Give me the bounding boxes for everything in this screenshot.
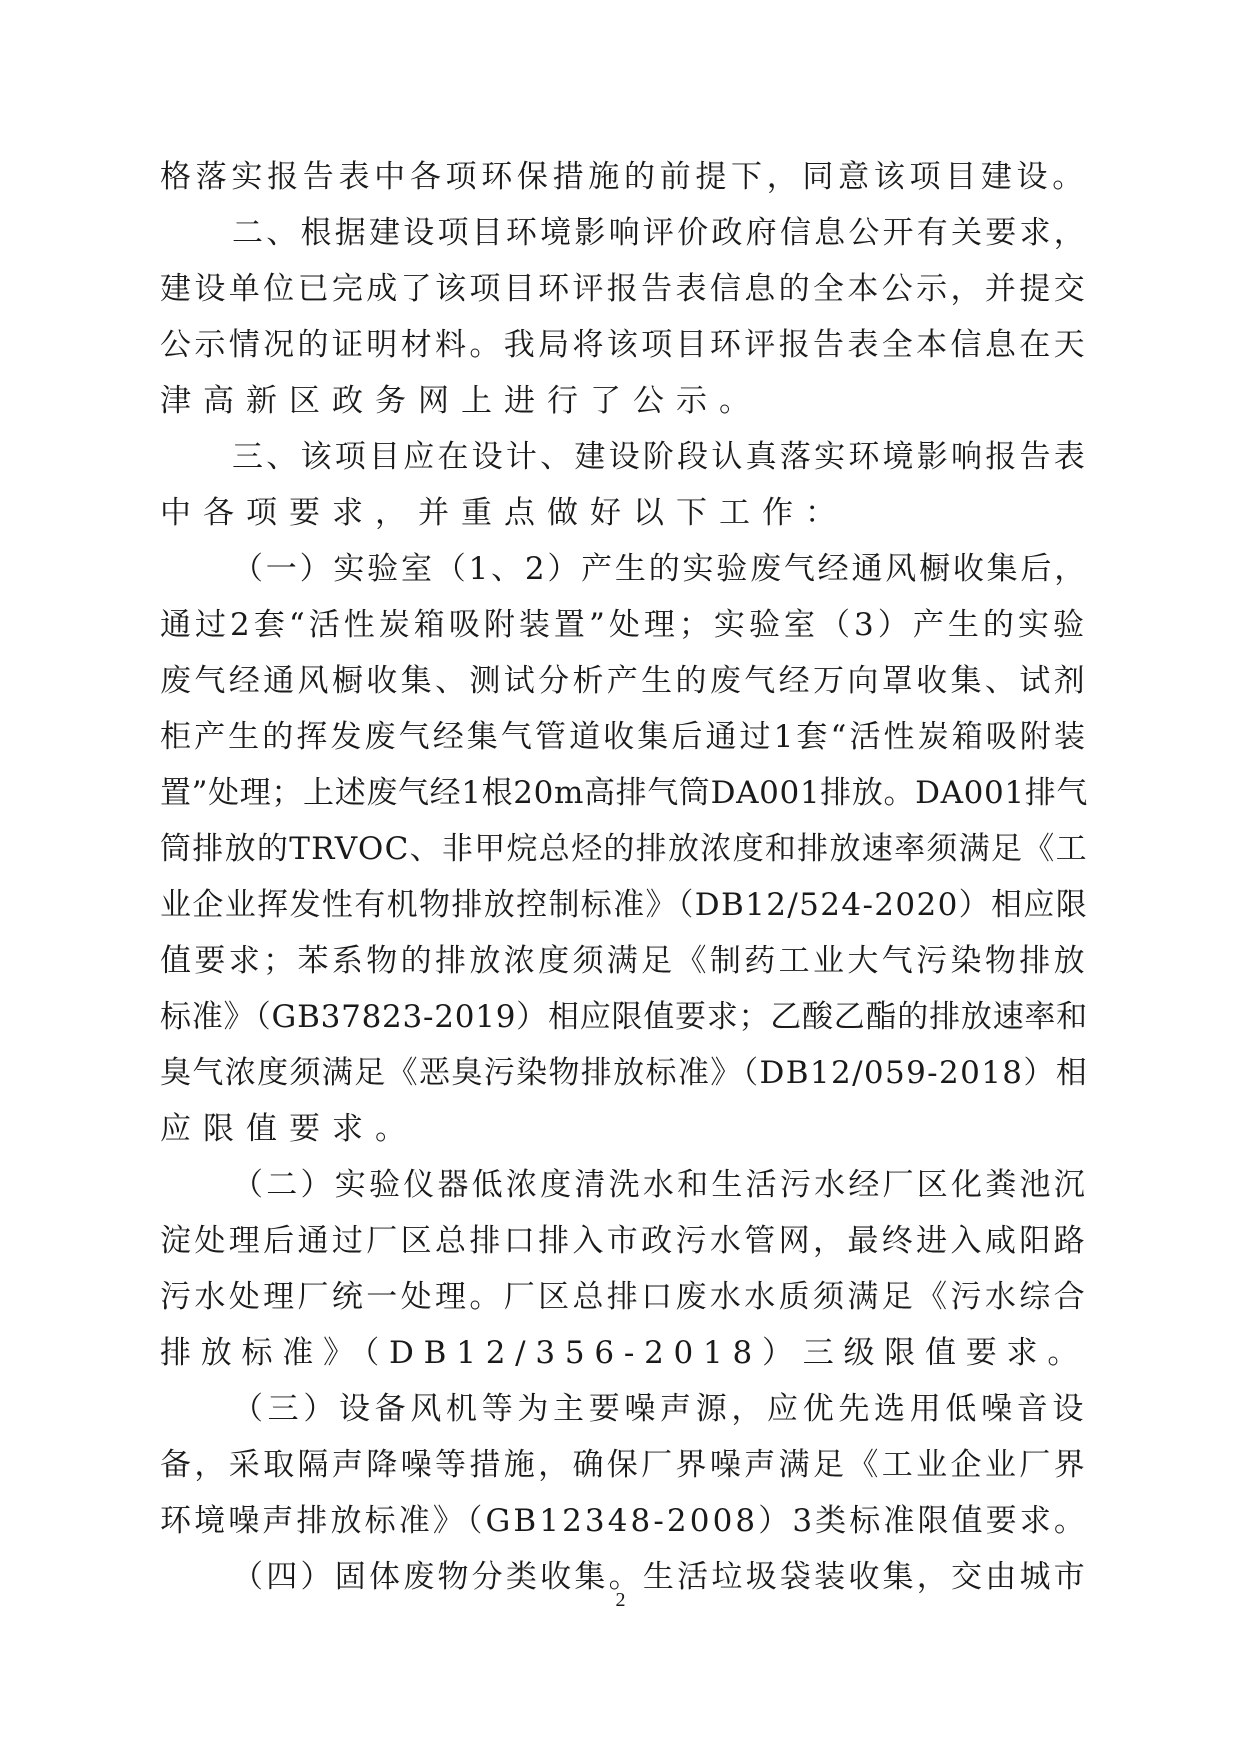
text-line: 建设单位已完成了该项目环评报告表信息的全本公示，并提交 [160, 271, 1088, 307]
text-line: 中各项要求，并重点做好以下工作： [160, 495, 848, 531]
text-line: 置”处理；上述废气经1根20m高排气筒DA001排放。DA001排气 [160, 775, 1088, 811]
text-line: 柜产生的挥发废气经集气管道收集后通过1套“活性炭箱吸附装 [160, 719, 1088, 755]
text-line: 备，采取隔声降噪等措施，确保厂界噪声满足《工业企业厂界 [160, 1447, 1088, 1483]
text-line: 三、该项目应在设计、建设阶段认真落实环境影响报告表 [232, 439, 1088, 475]
text-line: （一）实验室（1、2）产生的实验废气经通风橱收集后， [232, 551, 1088, 587]
text-line: 臭气浓度须满足《恶臭污染物排放标准》（DB12/059-2018）相 [160, 1055, 1088, 1091]
text-line: 值要求；苯系物的排放浓度须满足《制药工业大气污染物排放 [160, 943, 1088, 979]
text-line: 排放标准》（DB12/356-2018）三级限值要求。 [160, 1335, 1088, 1371]
text-line: 津高新区政务网上进行了公示。 [160, 383, 762, 419]
text-line: 应限值要求。 [160, 1111, 418, 1147]
text-line: 废气经通风橱收集、测试分析产生的废气经万向罩收集、试剂 [160, 663, 1088, 699]
page-number: 2 [615, 1589, 626, 1611]
text-line: （二）实验仪器低浓度清洗水和生活污水经厂区化粪池沉 [232, 1167, 1088, 1203]
text-line: 淀处理后通过厂区总排口排入市政污水管网，最终进入咸阳路 [160, 1223, 1088, 1259]
text-line: （三）设备风机等为主要噪声源，应优先选用低噪音设 [232, 1391, 1088, 1427]
text-line: 筒排放的TRVOC、非甲烷总烃的排放浓度和排放速率须满足《工 [160, 831, 1088, 867]
text-line: 格落实报告表中各项环保措施的前提下，同意该项目建设。 [160, 159, 1088, 195]
text-line: （四）固体废物分类收集。生活垃圾袋装收集，交由城市 [232, 1559, 1088, 1595]
text-line: 业企业挥发性有机物排放控制标准》（DB12/524-2020）相应限 [160, 887, 1088, 923]
text-line: 二、根据建设项目环境影响评价政府信息公开有关要求， [232, 215, 1088, 251]
text-line: 通过2套“活性炭箱吸附装置”处理；实验室（3）产生的实验 [160, 607, 1088, 643]
text-line: 环境噪声排放标准》（GB12348-2008）3类标准限值要求。 [160, 1503, 1088, 1539]
text-line: 公示情况的证明材料。我局将该项目环评报告表全本信息在天 [160, 327, 1088, 363]
text-line: 污水处理厂统一处理。厂区总排口废水水质须满足《污水综合 [160, 1279, 1088, 1315]
text-line: 标准》（GB37823-2019）相应限值要求；乙酸乙酯的排放速率和 [160, 999, 1088, 1035]
